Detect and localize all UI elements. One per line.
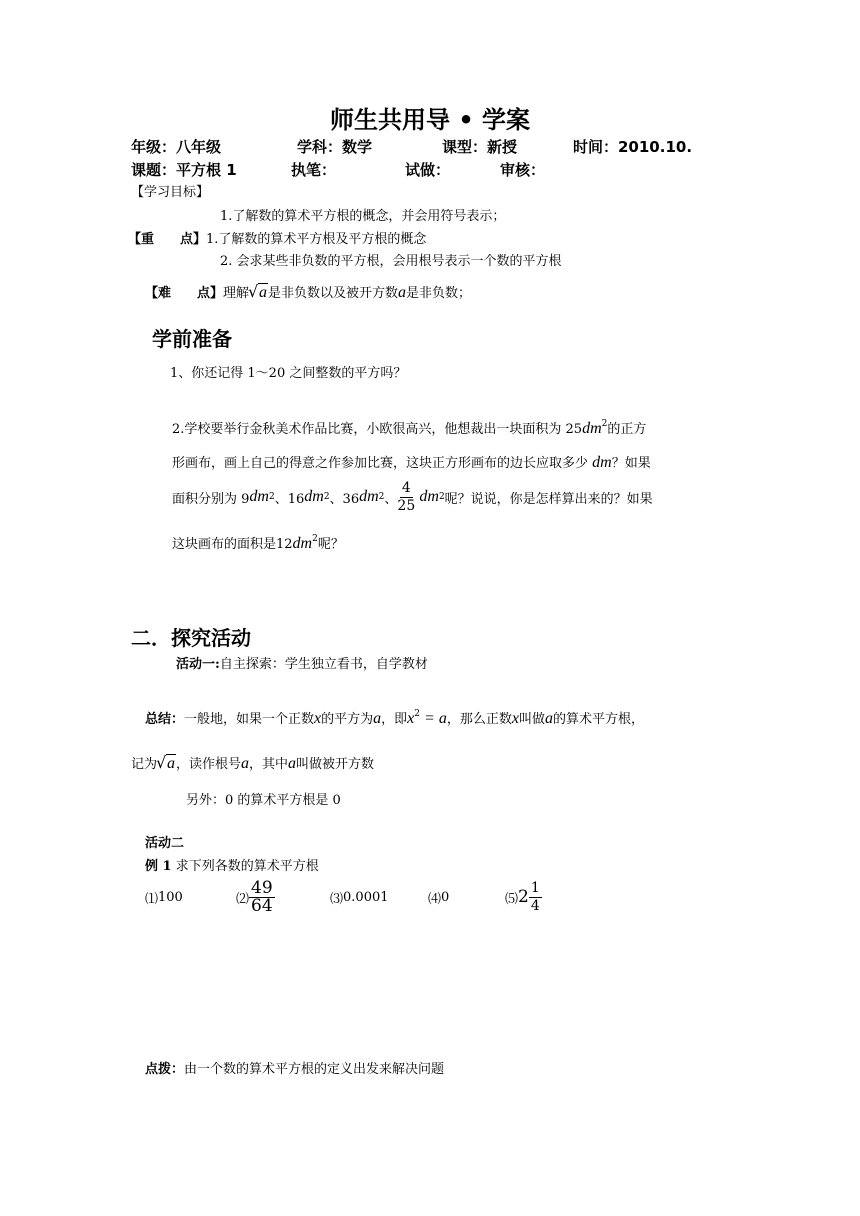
fraction: $\frac{49}{64}$	[251, 877, 273, 916]
key-item: 2. 会求某些非负数的平方根，会用根号表示一个数的平方根	[220, 254, 562, 269]
key-points	[128, 228, 426, 247]
summary: 总结：一般地，如果一个正数x的平方为a，即$x^2 = a$，那么正数x叫做a的算术平方根，	[145, 709, 644, 727]
sqrt-a: √ a	[249, 284, 268, 302]
key-item: 1.了解数的算术平方根及平方根的概念	[206, 232, 427, 247]
activity-one: 活动一:自主探索：学生独立看书，自学教材	[176, 657, 428, 672]
trial: 试做：	[405, 161, 451, 179]
author: 执笔：	[291, 161, 337, 179]
prep-question: 形画布，画上自己的得意之作参加比赛，这块正方形画布的边长应取多少 dm？如果	[172, 454, 651, 471]
prep-question: 这块画布的面积是$12dm^2$呢？	[172, 534, 344, 552]
example-item: ⑶ 0.0001	[330, 889, 389, 907]
difficult-text: 理解	[223, 286, 250, 301]
difficult-label: 【难 点】	[145, 286, 224, 301]
fraction: $\frac{4}{25}$	[397, 479, 416, 514]
difficult-text: 是非负数以及被开方数	[268, 286, 399, 301]
topic: 课题：平方根 1	[131, 161, 237, 179]
key-label: 【重 点】	[128, 232, 207, 247]
activity-two-label: 活动二	[145, 836, 185, 851]
section-heading: 学前准备	[152, 327, 232, 351]
subject: 学科：数学	[297, 138, 373, 156]
section-heading: 二．探究活动	[131, 626, 251, 650]
goals-label: 【学习目标】	[131, 185, 210, 200]
hint: 点拨：由一个数的算术平方根的定义出发来解决问题	[145, 1062, 445, 1077]
note: 另外：0 的算术平方根是 0	[186, 793, 341, 808]
difficult-text: 是非负数；	[406, 286, 472, 301]
prep-question: 面积分别为 9 dm 2 、16 dm 2 、36 dm 2 、 $\frac{4}{25}$ dm 2 呢？说说，你是怎样算出来的？如果	[172, 479, 653, 514]
example-item: ⑸ 2 $\frac{1}{4}$	[505, 879, 540, 914]
goal-item: 1.了解数的算术平方根的概念，并会用符号表示；	[220, 209, 506, 224]
review: 审核：	[500, 161, 546, 179]
page-title: 师生共用导 • 学案	[329, 106, 531, 134]
example-item: ⑴ 100	[145, 889, 183, 907]
difficult-points	[145, 282, 471, 302]
example-title: 例 1 求下列各数的算术平方根	[145, 859, 319, 874]
prep-question: 2.学校要举行金秋美术作品比赛，小欧很高兴，他想裁出一块面积为 $25dm^2$的正方	[172, 419, 647, 437]
example-item: ⑷ 0	[428, 889, 450, 907]
var-a: a	[398, 284, 407, 301]
lesson-type: 课型：新授	[442, 138, 518, 156]
prep-question: 1、你还记得 1～20 之间整数的平方吗？	[170, 366, 407, 381]
date: 时间：2010.10.	[573, 138, 693, 156]
fraction: $\frac{1}{4}$	[530, 879, 540, 914]
summary: 记为√ a，读作根号a，其中a叫做被开方数	[131, 753, 374, 773]
grade: 年级：八年级	[131, 138, 222, 156]
example-item: ⑵ $\frac{49}{64}$	[236, 877, 273, 916]
